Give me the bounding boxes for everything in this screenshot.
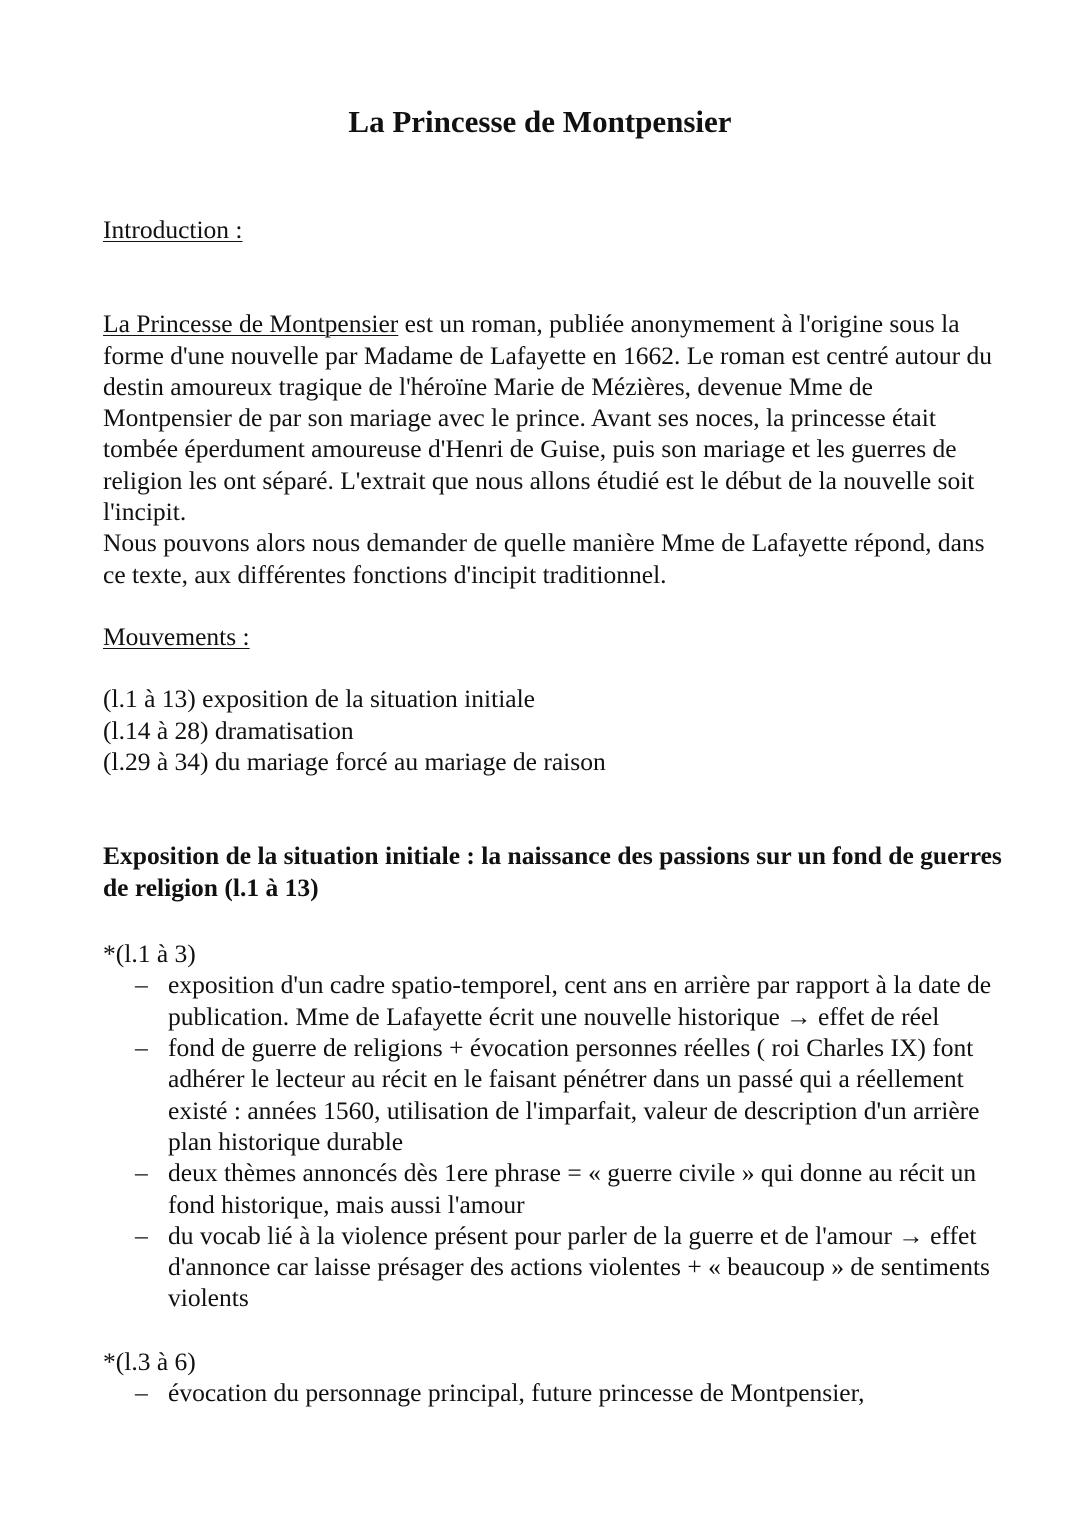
section-heading: Exposition de la situation initiale : la naissance des passions sur un fond de guerres de religion (l.1 à 13) [103, 841, 1002, 903]
work-title: La Princesse de Montpensier [103, 309, 399, 339]
mouvement-item: (l.14 à 28) dramatisation [103, 715, 354, 745]
bullet-list [103, 1377, 1003, 1408]
list-item: – exposition d'un cadre spatio-temporel, cent ans en arrière par rapport à la date de publication. Mme de Lafayette écrit une nouvelle historique → effet de réel [103, 969, 1003, 1032]
introduction-text: est un roman, publiée anonymement à l'origine sous la forme d'une nouvelle par Madame de Lafayette en 1662. Le roman est centré autour du destin amoureux tragique de l'héroïne Marie de Mézières, devenue Mme de Montpensier de par son mariage avec le prince. Avant ses noces, la princesse était tombée éperdument amoureuse d'Henri de Guise, puis son mariage et les guerres de religion les ont séparé. L'extrait que nous allons étudié est le début de la nouvelle soit l'incipit. [103, 309, 992, 527]
introduction-label: Introduction : [103, 215, 243, 244]
group-label: *(l.3 à 6) [103, 1346, 196, 1376]
group-label: *(l.1 à 3) [103, 939, 196, 969]
problematique: Nous pouvons alors nous demander de quelle manière Mme de Lafayette répond, dans ce texte, aux différentes fonctions d'incipit traditionnel. [103, 528, 985, 589]
mouvement-item: (l.29 à 34) du mariage forcé au mariage de raison [103, 746, 606, 776]
document-body [103, 214, 1003, 1408]
mouvement-item: (l.1 à 13) exposition de la situation initiale [103, 684, 535, 714]
mouvements-label: Mouvements : [103, 621, 250, 651]
list-item: – fond de guerre de religions + évocation personnes réelles ( roi Charles IX) font adhérer le lecteur au récit en le faisant pénétrer dans un passé qui a réellement existé : années 1560, utilisation de l'imparfait, valeur de description d'un arrière plan historique durable [103, 1032, 1003, 1157]
list-item: – deux thèmes annoncés dès 1ere phrase = « guerre civile » qui donne au récit un fond historique, mais aussi l'amour [103, 1157, 1003, 1220]
introduction-paragraph [103, 308, 1003, 527]
bullet-list [103, 969, 1003, 1313]
list-item: – évocation du personnage principal, future princesse de Montpensier, [103, 1377, 1003, 1408]
page-title: La Princesse de Montpensier [348, 104, 732, 139]
list-item: – du vocab lié à la violence présent pour parler de la guerre et de l'amour → effet d'annonce car laisse présager des actions violentes + « beaucoup » de sentiments violents [103, 1220, 1003, 1314]
